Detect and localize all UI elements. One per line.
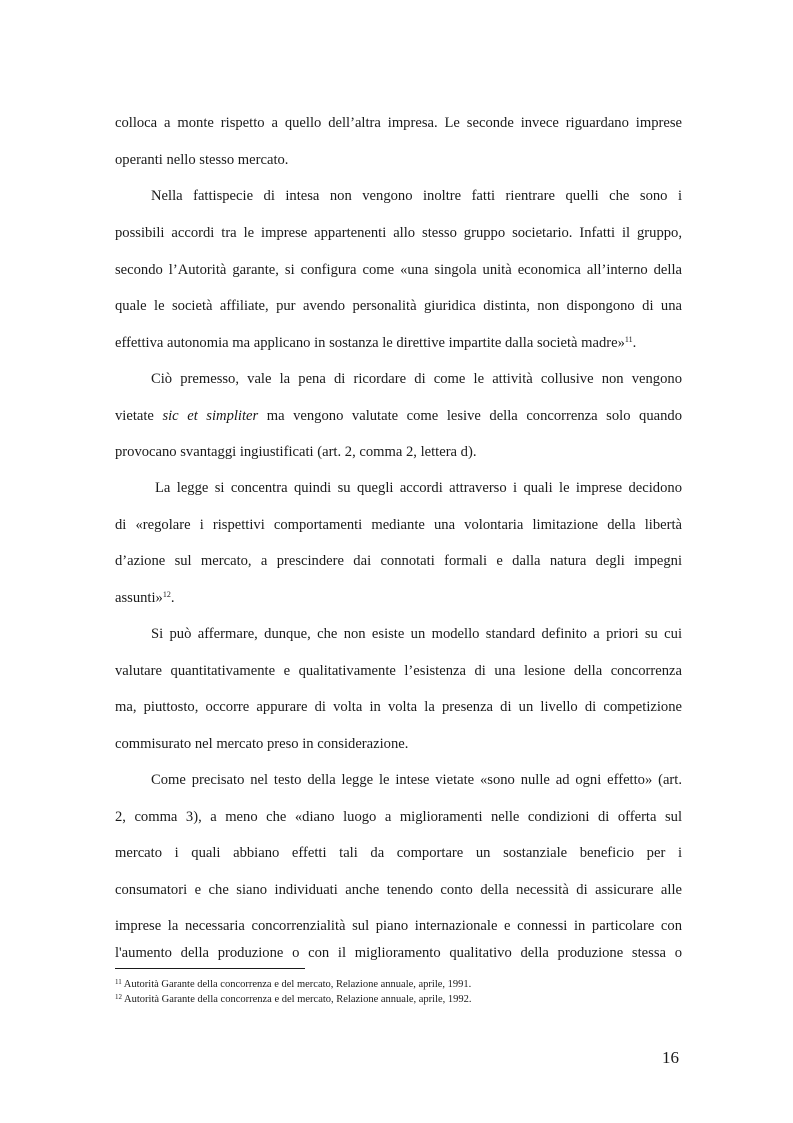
paragraph-line: provocano svantaggi ingiustificati (art. 2, comma 2, lettera d). xyxy=(115,444,477,460)
footnote xyxy=(115,993,472,1006)
footnote-separator xyxy=(115,968,305,969)
paragraph-line: consumatori e che siano individuati anche tenendo conto della necessità di assicurare alle xyxy=(115,882,682,898)
paragraph-line: ma, piuttosto, occorre appurare di volta in volta la presenza di un livello di competizione xyxy=(115,699,682,715)
paragraph-line: mercato i quali abbiano effetti tali da comportare un sostanziale beneficio per i xyxy=(115,845,682,861)
page-number: 16 xyxy=(662,1048,679,1067)
paragraph-line: secondo l’Autorità garante, si configura come «una singola unità economica all’interno della xyxy=(115,262,682,278)
paragraph-line: Nella fattispecie di intesa non vengono inoltre fatti rientrare quelli che sono i xyxy=(151,188,682,204)
paragraph-line: quale le società affiliate, pur avendo personalità giuridica distinta, non dispongono di una xyxy=(115,298,682,314)
paragraph-line: 2, comma 3), a meno che «diano luogo a miglioramenti nelle condizioni di offerta sul xyxy=(115,809,682,825)
footnote-text: Autorità Garante della concorrenza e del mercato, Relazione annuale, aprile, 1992. xyxy=(122,994,472,1005)
footnote-text: Autorità Garante della concorrenza e del mercato, Relazione annuale, aprile, 1991. xyxy=(121,979,472,990)
line-text: effettiva autonomia ma applicano in sostanza le direttive impartite dalla società madre» xyxy=(115,335,625,351)
italic-phrase: sic et simpliter xyxy=(162,408,259,424)
paragraph-line: operanti nello stesso mercato. xyxy=(115,152,289,168)
paragraph-line: Come precisato nel testo della legge le intese vietate «sono nulle ad ogni effetto» (art. xyxy=(151,772,682,788)
line-text: assunti» xyxy=(115,590,163,606)
footnote-ref[interactable]: 11 xyxy=(624,335,633,344)
footnote xyxy=(115,978,471,991)
paragraph-line: imprese la necessaria concorrenzialità sul piano internazionale e connessi in particolare con xyxy=(115,918,682,934)
paragraph-line: possibili accordi tra le imprese appartenenti allo stesso gruppo societario. Infatti il gruppo, xyxy=(115,225,682,241)
paragraph-line: Ciò premesso, vale la pena di ricordare di come le attività collusive non vengono xyxy=(151,371,682,387)
paragraph-line: l'aumento della produzione o con il miglioramento qualitativo della produzione stessa o xyxy=(115,945,682,961)
paragraph-line: di «regolare i rispettivi comportamenti mediante una volontaria limitazione della libertà xyxy=(115,517,682,533)
footnote-ref[interactable]: 12 xyxy=(162,590,171,599)
paragraph-line: valutare quantitativamente e qualitativamente l’esistenza di una lesione della concorrenza xyxy=(115,663,682,679)
paragraph-line xyxy=(115,334,682,352)
footnote-number: 11 xyxy=(115,978,122,986)
paragraph-line: d’azione sul mercato, a prescindere dai connotati formali e dalla natura degli impegni xyxy=(115,553,682,569)
line-text: . xyxy=(632,335,637,351)
paragraph-line: La legge si concentra quindi su quegli accordi attraverso i quali le imprese decidono xyxy=(155,480,682,496)
paragraph-line: Si può affermare, dunque, che non esiste un modello standard definito a priori su cui xyxy=(151,626,682,642)
paragraph-line xyxy=(115,407,682,425)
footnote-number: 12 xyxy=(115,993,122,1001)
paragraph-line xyxy=(115,589,682,607)
line-text: . xyxy=(170,590,175,606)
paragraph-line: colloca a monte rispetto a quello dell’altra impresa. Le seconde invece riguardano imprese xyxy=(115,115,682,131)
line-text: ma vengono valutate come lesive della concorrenza solo quando xyxy=(258,408,682,424)
paragraph-line: commisurato nel mercato preso in considerazione. xyxy=(115,736,409,752)
line-text: vietate xyxy=(115,408,163,424)
